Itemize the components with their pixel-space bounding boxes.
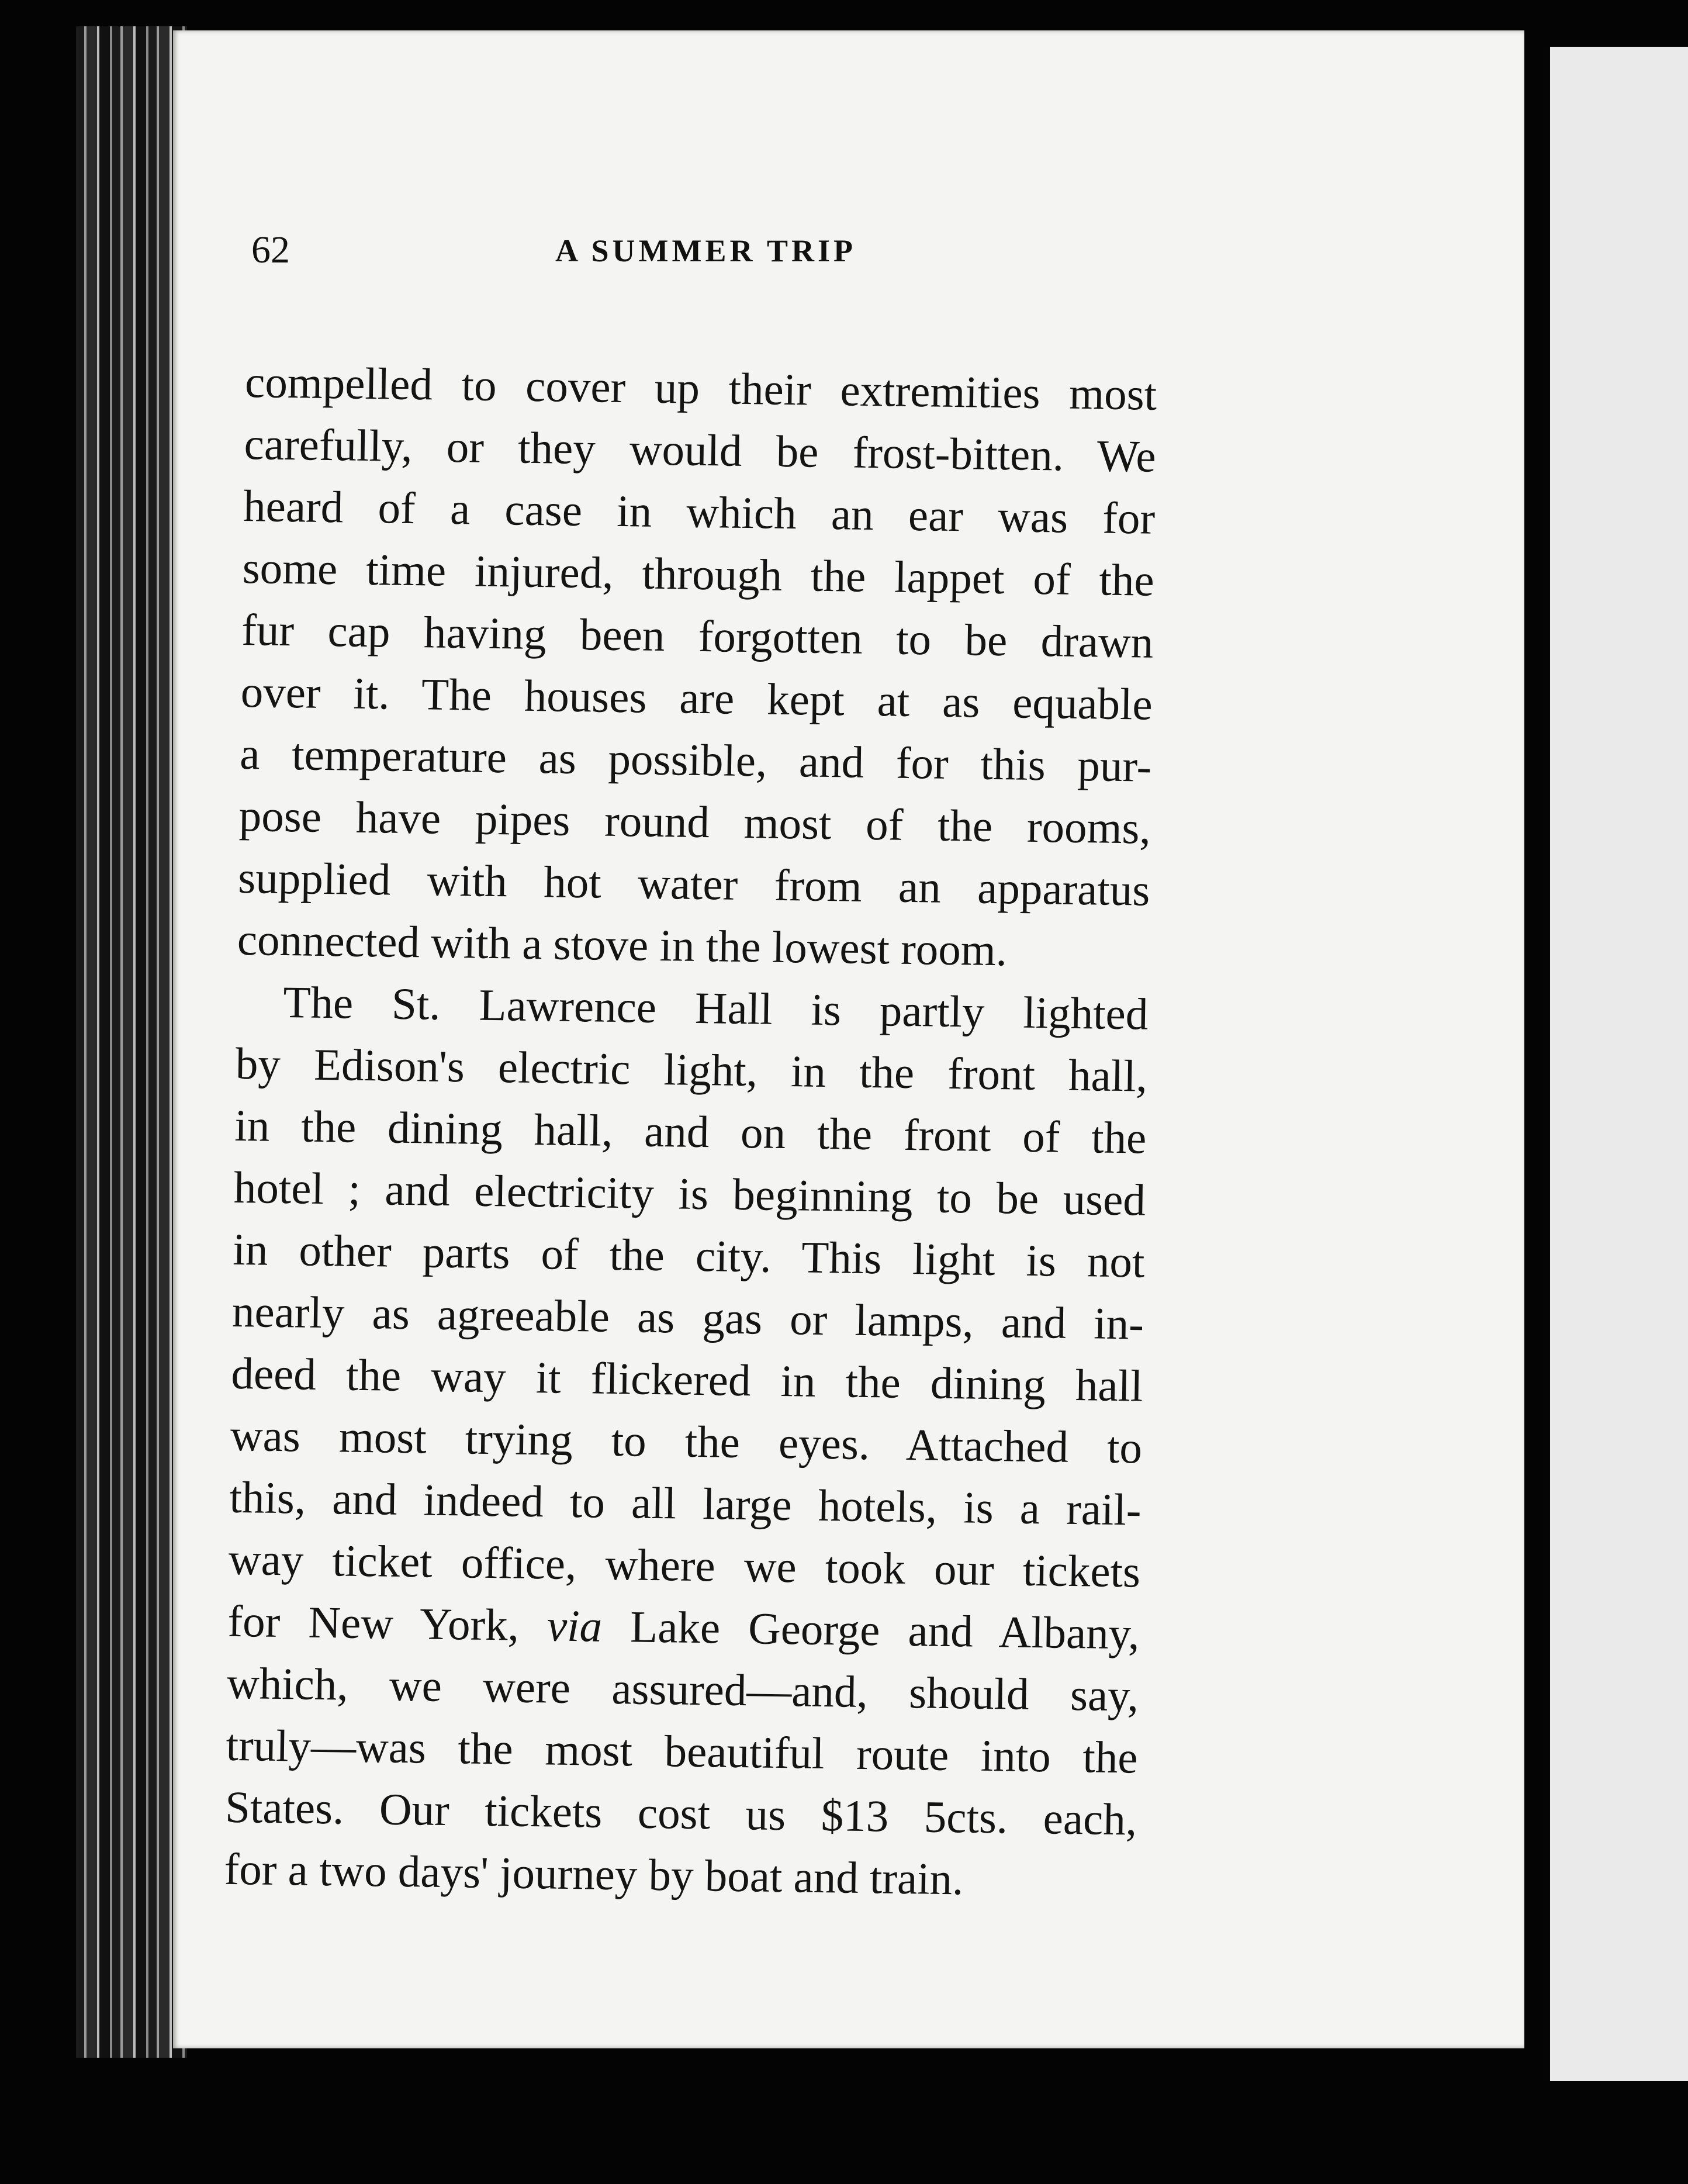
opposite-page-edge <box>1543 47 1688 2081</box>
text-line: States. Our tickets cost us $13 5cts. each, <box>224 1781 1137 1845</box>
running-head <box>251 228 1111 286</box>
text-line: some time injured, through the lappet of the <box>242 542 1155 606</box>
text-line: over it. The houses are kept at as equable <box>240 666 1153 730</box>
text-line: hotel ; and electricity is beginning to be used <box>233 1162 1146 1225</box>
line-segment: for New York, <box>227 1595 548 1651</box>
text-line: deed the way it flickered in the dining hall <box>230 1347 1144 1411</box>
text-line: nearly as agreeable as gas or lamps, and in- <box>231 1285 1144 1349</box>
page-number: 62 <box>251 229 290 271</box>
italic-word: via <box>546 1600 603 1651</box>
text-line: in the dining hall, and on the front of the <box>234 1100 1147 1163</box>
page-stack-edges <box>76 26 187 2058</box>
text-line: way ticket office, where we took our tickets <box>228 1533 1141 1597</box>
text-line: truly—was the most beautiful route into the <box>226 1719 1139 1783</box>
text-line: a temperature as possible, and for this pur- <box>239 728 1152 792</box>
text-line: pose have pipes round most of the rooms, <box>238 790 1151 853</box>
line-segment: Lake George and Albany, <box>601 1601 1140 1659</box>
text-line: fur cap having been forgotten to be drawn <box>241 604 1154 668</box>
text-line: which, we were assured—and, should say, <box>226 1657 1139 1721</box>
running-title: A SUMMER TRIP <box>555 233 857 268</box>
text-line: this, and indeed to all large hotels, is a rail- <box>229 1471 1142 1535</box>
body-text <box>224 351 1157 1913</box>
text-line: by Edison's electric light, in the front hall, <box>235 1038 1148 1101</box>
text-line: was most trying to the eyes. Attached to <box>230 1409 1143 1473</box>
paragraph-end-line: connected with a stove in the lowest room. <box>237 914 1008 976</box>
text-line: carefully, or they would be frost-bitten. We <box>244 418 1157 482</box>
paragraph-start-line: The St. Lawrence Hall is partly lighted <box>282 977 1149 1039</box>
final-line: for a two days' journey by boat and train. <box>224 1843 964 1905</box>
text-line: heard of a case in which an ear was for <box>243 480 1156 544</box>
text-line: in other parts of the city. This light is not <box>232 1224 1145 1287</box>
text-line: supplied with hot water from an apparatus <box>237 852 1150 915</box>
text-line: compelled to cover up their extremities most <box>244 356 1157 420</box>
